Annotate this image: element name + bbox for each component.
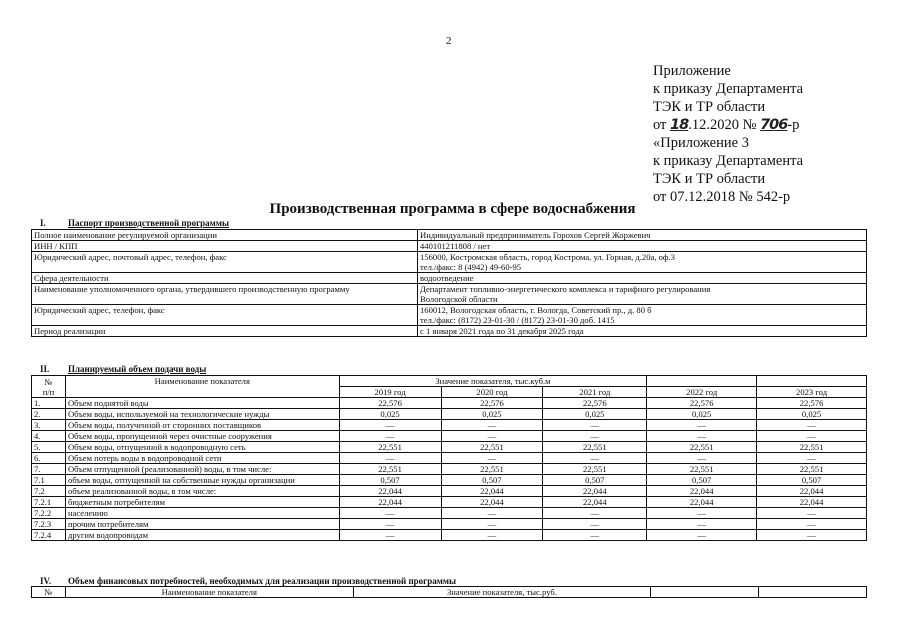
col-header-indicator: Наименование показателя [65,376,339,398]
indicator-name: объем реализованной воды, в том числе: [65,486,339,497]
indicator-value: 22,576 [647,398,757,409]
row-number: 3. [32,420,66,431]
passport-value-line: Вологодской области [420,294,498,304]
indicator-value: — [339,431,441,442]
row-number: 5. [32,442,66,453]
passport-value-line: 156000, Костромская область, город Кострома, ул. Горная, д.20а, оф.3 [420,252,675,262]
indicator-value: 22,044 [757,497,867,508]
row-number: 7.2.4 [32,530,66,541]
volume-row [32,398,867,409]
indicator-value: 22,044 [543,497,647,508]
row-number: 6. [32,453,66,464]
volume-row [32,508,867,519]
row-number: 7.2.1 [32,497,66,508]
year-header: 2021 год [543,387,647,398]
indicator-value: — [543,530,647,541]
volume-row [32,464,867,475]
passport-row [32,252,867,273]
row-number: 4. [32,431,66,442]
order-prefix: от [653,117,667,133]
finance-table [31,586,867,598]
passport-row [32,273,867,284]
passport-value-line: водоотведение [420,273,474,283]
indicator-value: 22,044 [757,486,867,497]
finance-col-empty [651,587,759,598]
indicator-name: Объем воды, полученной от сторонних поставщиков [65,420,339,431]
row-number: 7.2.2 [32,508,66,519]
appendix-line: к приказу Департамента [653,81,804,97]
finance-col-number: № [32,587,66,598]
passport-value [418,273,867,284]
year-header: 2023 год [757,387,867,398]
volume-row [32,486,867,497]
passport-value-line: с 1 января 2021 года по 31 декабря 2025 года [420,326,584,336]
order-date: .12.2020 № [688,117,757,133]
passport-value-line: тел./факс: 8 (4942) 49-60-95 [420,262,522,272]
passport-value [418,252,867,273]
section4-heading [40,576,456,586]
indicator-value: — [647,530,757,541]
section1-title: Паспорт производственной программы [68,218,229,228]
indicator-value: — [543,519,647,530]
indicator-name: Объем отпущенной (реализованной) воды, в том числе: [65,464,339,475]
passport-label: Период реализации [32,326,418,337]
indicator-value: — [757,530,867,541]
passport-label: Полное наименование регулируемой организации [32,230,418,241]
passport-value [418,241,867,252]
row-number: 1. [32,398,66,409]
passport-row [32,230,867,241]
section2-title: Планируемый объем подачи воды [68,364,207,374]
indicator-value: 22,044 [441,486,543,497]
col-header-number: № п/п [32,376,66,398]
section4-title: Объем финансовых потребностей, необходимых для реализации производственной программы [68,576,457,586]
indicator-value: — [543,508,647,519]
indicator-name: объем воды, отпущенной на собственные нужды организации [65,475,339,486]
indicator-name: Объем воды, используемой на технологические нужды [65,409,339,420]
passport-label: ИНН / КПП [32,241,418,252]
indicator-value: — [543,453,647,464]
passport-label: Наименование уполномоченного органа, утвердившего производственную программу [32,284,418,305]
passport-value-line: тел./факс: (8172) 23-01-30 / (8172) 23-01-30 доб. 1415 [420,315,615,325]
indicator-value: — [647,420,757,431]
section1-number: I. [40,218,46,228]
indicator-value: — [441,431,543,442]
indicator-value: 0,025 [757,409,867,420]
indicator-value: 0,025 [543,409,647,420]
col-header-empty [647,376,757,387]
volume-row [32,453,867,464]
year-header: 2020 год [441,387,543,398]
indicator-value: 22,551 [757,464,867,475]
year-header: 2019 год [339,387,441,398]
indicator-name: другим водопроводам [65,530,339,541]
indicator-value: 22,551 [441,442,543,453]
indicator-value: 0,025 [647,409,757,420]
indicator-name: Объем потерь воды в водопроводной сети [65,453,339,464]
appendix-order-line [653,116,803,134]
indicator-value: — [339,519,441,530]
appendix-line: «Приложение 3 [653,135,749,151]
indicator-value: 22,044 [339,486,441,497]
col-header-value: Значение показателя, тыс.куб.м [339,376,647,387]
indicator-value: 0,507 [441,475,543,486]
indicator-value: — [647,453,757,464]
appendix-line: Приложение [653,63,731,79]
indicator-value: 22,576 [757,398,867,409]
indicator-value: 22,551 [543,464,647,475]
indicator-value: — [757,508,867,519]
section4-number: IV. [40,576,52,586]
indicator-name: Объем воды, пропущенной через очистные сооружения [65,431,339,442]
finance-col-value: Значение показателя, тыс.руб. [353,587,651,598]
indicator-value: 0,507 [339,475,441,486]
indicator-value: 22,044 [441,497,543,508]
indicator-value: 0,507 [543,475,647,486]
indicator-value: — [543,431,647,442]
indicator-value: — [339,508,441,519]
indicator-value: 22,551 [339,464,441,475]
passport-row [32,241,867,252]
section1-heading [40,218,229,228]
indicator-value: — [441,508,543,519]
indicator-value: 22,044 [647,486,757,497]
passport-row [32,305,867,326]
appendix-block [653,62,803,206]
indicator-value: — [441,420,543,431]
indicator-value: — [757,519,867,530]
indicator-value: — [339,420,441,431]
indicator-value: 22,044 [339,497,441,508]
indicator-value: — [441,530,543,541]
indicator-value: 22,576 [543,398,647,409]
volume-row [32,420,867,431]
row-number: 7.1 [32,475,66,486]
water-volume-table [31,375,867,541]
passport-table [31,229,867,337]
volume-row [32,519,867,530]
indicator-value: — [647,431,757,442]
passport-label: Юридический адрес, почтовый адрес, телефон, факс [32,252,418,273]
indicator-value: 0,507 [647,475,757,486]
volume-row [32,530,867,541]
finance-col-indicator: Наименование показателя [65,587,353,598]
order-suffix: -р [787,117,800,133]
indicator-value: — [757,431,867,442]
indicator-name: Объем воды, отпущенной в водопроводную сеть [65,442,339,453]
passport-value-line: 160012, Вологодская область, г. Вологда, Советский пр., д. 80 б [420,305,652,315]
indicator-value: — [441,453,543,464]
col-header-empty [757,376,867,387]
volume-row [32,409,867,420]
appendix-line: ТЭК и ТР области [653,99,766,115]
indicator-name: Объем поднятой воды [65,398,339,409]
passport-value-line: Департамент топливно-энергетического комплекса и тарифного регулирования [420,284,711,294]
indicator-value: 22,044 [543,486,647,497]
volume-row [32,431,867,442]
indicator-value: 22,551 [647,442,757,453]
document-title: Производственная программа в сфере водоснабжения [269,201,636,217]
row-number: 7.2.3 [32,519,66,530]
row-number: 2. [32,409,66,420]
volume-row [32,497,867,508]
page-number: 2 [446,35,452,47]
handwritten-order-number: 706 [760,117,788,133]
passport-value-line: 440101211808 / нет [420,241,491,251]
passport-row [32,284,867,305]
indicator-value: 22,551 [543,442,647,453]
indicator-value: — [543,420,647,431]
passport-row [32,326,867,337]
indicator-value: 22,551 [441,464,543,475]
indicator-value: — [647,508,757,519]
passport-value [418,230,867,241]
section2-number: II. [40,364,50,374]
appendix-line: ТЭК и ТР области [653,171,766,187]
passport-value-line: Индивидуальный предприниматель Горохов Сергей Жоржевич [420,230,651,240]
volume-row [32,475,867,486]
indicator-value: 0,025 [339,409,441,420]
appendix-line: от 07.12.2018 № 542-р [653,189,791,205]
indicator-name: бюджетным потребителям [65,497,339,508]
year-header: 2022 год [647,387,757,398]
row-number: 7.2 [32,486,66,497]
passport-value [418,305,867,326]
passport-value [418,284,867,305]
indicator-value: 22,551 [339,442,441,453]
finance-col-empty [759,587,867,598]
indicator-value: 22,551 [757,442,867,453]
indicator-value: — [339,530,441,541]
indicator-name: прочим потребителям [65,519,339,530]
indicator-value: 22,576 [339,398,441,409]
section2-heading [40,364,206,374]
indicator-value: — [441,519,543,530]
indicator-value: — [647,519,757,530]
indicator-value: 22,576 [441,398,543,409]
row-number: 7. [32,464,66,475]
handwritten-day: 18 [670,117,689,133]
indicator-value: 22,551 [647,464,757,475]
indicator-value: — [757,420,867,431]
volume-row [32,442,867,453]
indicator-value: 22,044 [647,497,757,508]
passport-value [418,326,867,337]
indicator-value: — [757,453,867,464]
indicator-value: 0,025 [441,409,543,420]
appendix-line: к приказу Департамента [653,153,804,169]
passport-label: Юридический адрес, телефон, факс [32,305,418,326]
indicator-value: — [339,453,441,464]
indicator-value: 0,507 [757,475,867,486]
indicator-name: населению [65,508,339,519]
passport-label: Сфера деятельности [32,273,418,284]
